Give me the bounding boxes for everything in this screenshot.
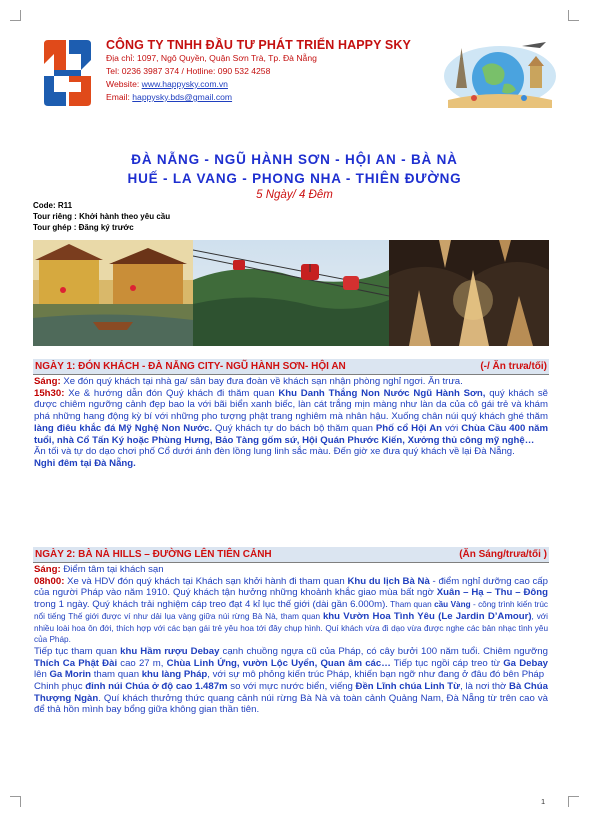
- text: trong 1 ngày. Quý khách trải nghiệm cáp treo đạt 4 kỉ lục thế giới (dài gần 6.000m).: [34, 599, 388, 611]
- happy-sky-logo: [40, 40, 95, 106]
- day-2-summit: [34, 681, 548, 716]
- time-label: 15h30:: [34, 387, 65, 399]
- text: . Quí khách thưởng thức quang cảnh núi rừng Bà Nà và toàn cảnh Quảng Nam, Đà Nẵng từ trên cao và để thả hồn mình bay bổng giữa không gian thần tiên.: [34, 692, 548, 716]
- text: Quý khách tự do bách bộ thăm quan: [212, 422, 376, 434]
- morning-label: Sáng:: [34, 564, 61, 575]
- season-names: Xuân – Hạ – Thu – Đông: [436, 587, 549, 599]
- tour-titles: [0, 150, 589, 202]
- text: với: [442, 422, 462, 434]
- page-corner-mark: [568, 796, 579, 807]
- place-name: cầu Vàng: [434, 600, 471, 610]
- place-name: khu làng Pháp: [141, 669, 208, 681]
- email-link[interactable]: happysky.bds@gmail.com: [132, 92, 233, 102]
- tour-title-line-2: HUẾ - LA VANG - PHONG NHA - THIÊN ĐƯỜNG: [127, 171, 462, 186]
- company-info: [106, 38, 411, 104]
- email-label: Email:: [106, 92, 133, 102]
- day-2-title: NGÀY 2: BÀ NÀ HILLS – ĐƯỜNG LÊN TIÊN CẢNH: [35, 549, 272, 560]
- place-name: Khu du lịch Bà Nà: [347, 575, 430, 587]
- text: - công trình kiến trúc nổi tiếng Thế giới được ví như dải lụa vàng giữa núi rừng Bà Nà, tham quan: [34, 600, 549, 621]
- text: Xe & hướng dẫn đón Quý khách đi thăm quan: [64, 387, 279, 399]
- letterhead: [40, 38, 558, 122]
- day-1-section: [33, 359, 549, 470]
- company-address: Địa chỉ: 1097, Ngô Quyền, Quận Sơn Trà, Tp. Đà Nẵng: [106, 53, 317, 63]
- text: quý khách sẽ được chiêm ngưỡng cảnh đẹp bao la với bãi biển xanh biếc, làn cát trắng mịn màng như làn da của cô gái trẻ và khám phá những hang động kỳ bí với những pho tượng phật trang nghiêm mà nhân hậu. Xuống chân núi quý khách ghé thăm: [34, 387, 548, 423]
- day-2-body: [33, 563, 549, 716]
- page-corner-mark: [568, 10, 579, 21]
- place-name: Phố cổ Hội An: [375, 422, 443, 434]
- text: Tiếp tục ngồi cáp treo từ: [390, 657, 504, 669]
- tour-photo-strip: [33, 240, 549, 346]
- company-email-row: [106, 91, 411, 104]
- place-name: Ga Morin: [49, 669, 92, 681]
- page-corner-mark: [10, 10, 21, 21]
- place-name: khu Hầm rượu Debay: [120, 645, 220, 657]
- place-name: làng điêu khắc đá Mỹ Nghệ Non Nước.: [34, 422, 212, 434]
- company-name: CÔNG TY TNHH ĐẦU TƯ PHÁT TRIỂN HAPPY SKY: [106, 38, 411, 52]
- day-1-overnight: Nghỉ đêm tại Đà Nẵng.: [34, 457, 136, 469]
- text: so với mực nước biển, viếng: [227, 681, 356, 693]
- ba-na-cable-car-photo: [193, 240, 389, 346]
- website-label: Website:: [106, 79, 142, 89]
- day-2-morning: [34, 564, 548, 576]
- place-name: Thích Ca Phật Đài: [34, 657, 118, 669]
- day-1-evening: Ăn tối và tự do dạo chơi phố Cổ dưới ánh đèn lồng lung linh sắc màu. Đến giờ xe đưa quý khách về lại Đà Nẵng.: [34, 446, 515, 458]
- text: cao 27 m,: [117, 657, 167, 669]
- morning-text: Xe đón quý khách tại nhà ga/ sân bay đưa đoàn về khách sạn nhận phòng nghỉ ngơi. Ăn trưa.: [60, 376, 463, 387]
- place-name: đỉnh núi Chúa ở độ cao 1.487m: [85, 681, 228, 693]
- morning-text: Điểm tâm tại khách sạn: [60, 564, 164, 575]
- tour-group-note: Tour ghép : Đăng ký trước: [33, 223, 134, 232]
- company-website-row: [106, 78, 411, 91]
- place-name: khu Vườn Hoa Tình Yêu (Le Jardin D’Amour): [322, 610, 532, 622]
- morning-label: Sáng:: [34, 376, 61, 387]
- tour-code: Code: R11: [33, 201, 73, 210]
- website-link[interactable]: www.happysky.com.vn: [141, 79, 228, 89]
- tour-title-line-1: ĐÀ NẴNG - NGŨ HÀNH SƠN - HỘI AN - BÀ NÀ: [131, 152, 458, 167]
- text: , là nơi thờ: [460, 681, 510, 693]
- time-label: 08h00:: [34, 575, 65, 587]
- place-name: Chùa Linh Ứng, vườn Lộc Uyển, Quan âm các…: [166, 657, 391, 669]
- day-2-tour-detail: [34, 646, 548, 681]
- tour-private-note: Tour riêng : Khởi hành theo yêu cầu: [33, 212, 171, 221]
- text: - điểm nghỉ dưỡng cao cấp của người Pháp vào năm 1910. Quý khách tận hưởng những khoảnh khắc giao mùa bất ngờ: [34, 575, 548, 599]
- phong-nha-cave-photo: [389, 240, 549, 346]
- day-1-heading: [33, 359, 549, 375]
- text: lên: [34, 669, 50, 681]
- place-name: Ga Debay: [503, 657, 548, 669]
- text: Xe và HDV đón quý khách tại Khách sạn khởi hành đi tham quan: [64, 575, 348, 587]
- day-2-meals: (Ăn Sáng/trưa/tối ): [459, 549, 547, 560]
- place-list: Chùa Cầu 400 năm tuổi, nhà Cổ Tấn Ký hoặc Phùng Hưng, Bảo Tàng gốm sứ, Hội Quán Phước Kiến, Xưởng thủ công mỹ nghệ…: [34, 422, 548, 446]
- tour-meta: [33, 200, 170, 233]
- page-corner-mark: [10, 796, 21, 807]
- text: , với sự mô phỏng kiến trúc Pháp, khiến bạn ngỡ như đang ở đâu đó bên Pháp: [207, 669, 545, 681]
- text: cạnh chuồng ngựa cũ của Pháp, có cây bưởi 100 năm tuổi. Chiêm ngưỡng: [219, 645, 548, 657]
- place-name: Bà Chúa Thượng Ngàn: [34, 681, 548, 704]
- day-2-departure: [34, 576, 548, 646]
- day-2-heading: [33, 547, 549, 563]
- day-1-body: [33, 375, 549, 470]
- place-name: Khu Danh Thắng Non Nước Ngũ Hành Sơn,: [278, 387, 486, 399]
- text: Chinh phục: [34, 681, 86, 693]
- text: Tham quan: [387, 600, 435, 610]
- day-1-title: NGÀY 1: ĐÓN KHÁCH - ĐÀ NẴNG CITY- NGŨ HÀNH SƠN- HỘI AN: [35, 361, 346, 372]
- tour-duration: 5 Ngày/ 4 Đêm: [256, 189, 333, 201]
- company-phone: Tel: 0236 3987 374 / Hotline: 090 532 4258: [106, 66, 271, 76]
- day-1-morning: [34, 376, 548, 388]
- day-2-section: [33, 547, 549, 716]
- page-number: 1: [541, 797, 546, 806]
- hoi-an-photo: [33, 240, 193, 346]
- day-1-meals: (-/ Ăn trưa/tối): [480, 361, 547, 372]
- text: Tiếp tục tham quan: [34, 645, 121, 657]
- day-1-afternoon: [34, 388, 548, 447]
- travel-landmarks-image: [438, 38, 560, 112]
- text: tham quan: [91, 669, 142, 681]
- text: , với nhiều loài hoa ôn đới, thích hợp với các bạn gái trẻ yêu hoa tới đây chụp hình. Quí khách vừa đi dạo vừa được nghe các bản nhạc tình yêu của Pháp.: [34, 611, 548, 645]
- place-name: Đền Lĩnh chúa Linh Từ: [355, 681, 461, 693]
